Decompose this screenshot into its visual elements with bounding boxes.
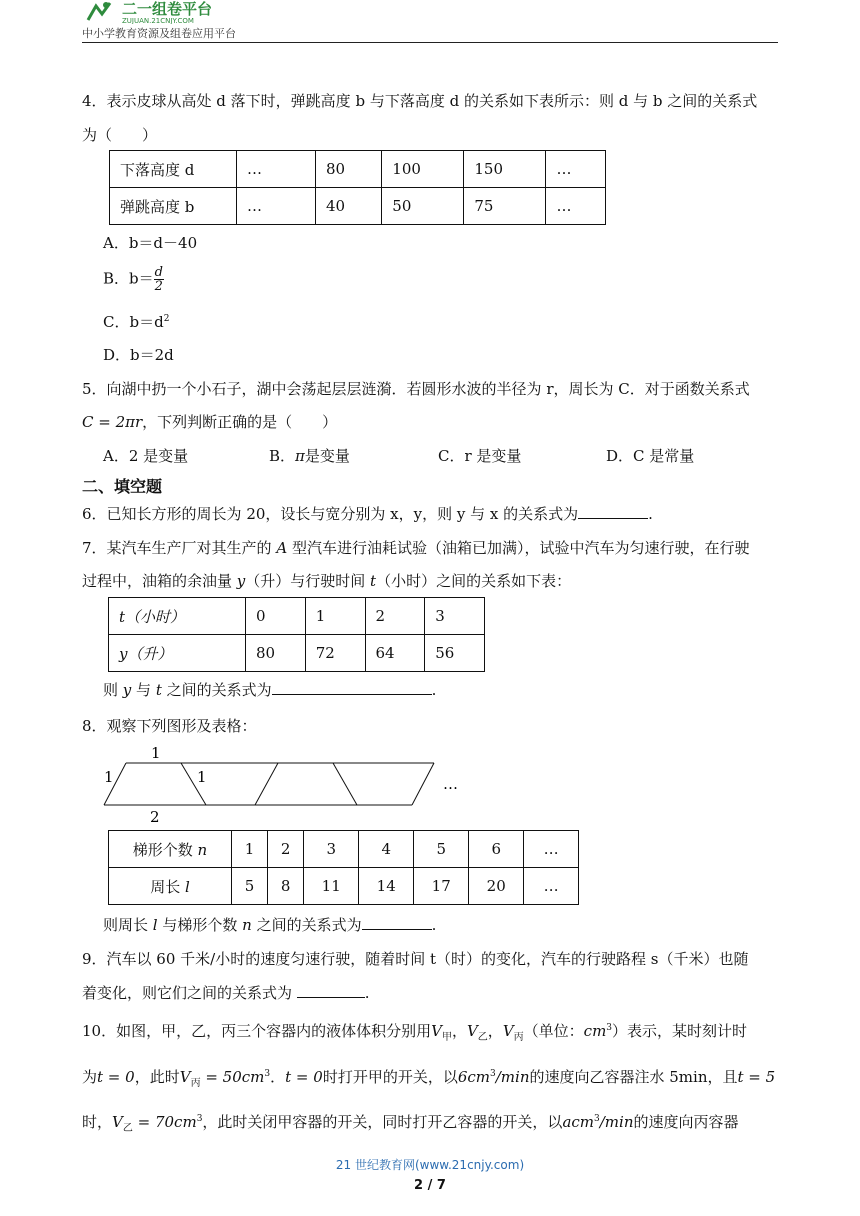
table-cell: 20: [469, 868, 524, 905]
text: ，此时关闭甲容器的开关，同时打开乙容器的开关，以: [202, 1113, 563, 1131]
cell-text: 周长: [150, 877, 185, 896]
table-cell: 2: [268, 831, 304, 868]
table-cell: [109, 598, 246, 635]
q5-option-b-prefix: B．: [269, 447, 296, 465]
q5-formula: C = 2πr: [82, 413, 143, 431]
math-var: t: [155, 681, 162, 699]
math-expr: /min: [495, 1068, 530, 1086]
text: ，此时: [134, 1068, 180, 1086]
subscript: 乙: [122, 1123, 133, 1134]
q8-table: [108, 830, 579, 905]
text: 的速度向乙容器注水 5min，且: [529, 1068, 738, 1086]
answer-blank[interactable]: [362, 915, 432, 930]
table-row: [109, 635, 485, 672]
subscript: 丙: [513, 1032, 524, 1043]
header-subtitle: 中小学教育资源及组卷应用平台: [82, 27, 236, 40]
table-cell: 100: [382, 151, 464, 188]
math-var: t: [370, 572, 377, 590]
cell-text: y（升）: [119, 644, 173, 663]
table-cell: 下落高度 d: [110, 151, 237, 188]
label-bottom: 2: [150, 808, 160, 824]
q5-stem-rest: ，下列判断正确的是（ ）: [142, 413, 338, 431]
text: 10．如图，甲，乙，丙三个容器内的液体体积分别用: [82, 1022, 432, 1040]
table-cell: 1: [305, 598, 365, 635]
math-var: l: [152, 916, 158, 934]
math-var: n: [197, 840, 208, 859]
q10-stem-line2: [82, 1066, 775, 1089]
q4-option-a: A．b＝d－40: [103, 234, 198, 252]
subscript: 甲: [441, 1032, 452, 1043]
math-expr: /min: [599, 1113, 634, 1131]
math-var: y: [236, 572, 246, 590]
math-expr: acm: [562, 1113, 595, 1131]
superscript: 3: [594, 1114, 600, 1124]
math-var: V: [502, 1022, 514, 1040]
table-cell: 4: [359, 831, 414, 868]
table-cell: …: [524, 831, 579, 868]
table-cell: 0: [246, 598, 306, 635]
math-expr: t = 5: [737, 1068, 776, 1086]
math-expr: = 70cm: [132, 1113, 197, 1131]
math-var: V: [431, 1022, 442, 1040]
fraction: [154, 266, 164, 293]
table-cell: 17: [414, 868, 469, 905]
trapezoid-figure: [100, 742, 470, 824]
table-cell: 40: [316, 188, 382, 225]
q8-stem: 8．观察下列图形及表格：: [82, 717, 257, 735]
q4-stem-line2: 为（ ）: [82, 126, 158, 144]
answer-blank[interactable]: [272, 680, 432, 695]
table-row: [110, 188, 606, 225]
logo-subtext: ZUJUAN.21CNJY.COM: [122, 17, 194, 24]
q5-option-d: D．C 是常量: [606, 447, 695, 465]
text: （升）与行驶时间: [245, 572, 371, 590]
math-expr: = 50cm: [200, 1068, 265, 1086]
q10-stem-line1: 10．如图，甲，乙，丙三个容器内的液体体积分别用$V_甲$，$V_乙$，$V_丙$（单位：$cm^3$）表示，某时刻计时: [82, 1022, 748, 1043]
subscript: 乙: [477, 1032, 488, 1043]
answer-blank[interactable]: [297, 983, 365, 998]
superscript: 3: [490, 1069, 496, 1079]
math-expr: 6cm: [457, 1068, 491, 1086]
q4-option-c-text: C．b＝d: [103, 313, 164, 331]
text: 之间的关系式为: [251, 916, 362, 934]
platform-logo: [82, 0, 272, 24]
text: ．: [270, 1068, 286, 1086]
table-cell: 80: [316, 151, 382, 188]
footer-site-link[interactable]: 21 世纪教育网(www.21cnjy.com): [335, 1158, 525, 1172]
q9-stem-line1: 9．汽车以 60 千米/小时的速度匀速行驶，随着时间 t（时）的变化，汽车的行驶路程 s（千米）也随: [82, 950, 749, 968]
math-var: V: [112, 1113, 123, 1131]
table-cell: 14: [359, 868, 414, 905]
text: 为: [82, 1068, 98, 1086]
text: ）表示，某时刻计时: [612, 1022, 748, 1040]
math-var: cm: [583, 1022, 607, 1040]
table-cell: [109, 868, 232, 905]
table-cell: 80: [246, 635, 306, 672]
q6-stem: [82, 503, 653, 524]
table-cell: …: [546, 151, 606, 188]
text: 过程中，油箱的余油量: [82, 572, 237, 590]
text: 7．某汽车生产厂对其生产的: [82, 539, 277, 557]
q9-stem-line2: [82, 982, 370, 1003]
text: （单位：: [523, 1022, 584, 1040]
text: 则: [103, 681, 123, 699]
math-var: V: [179, 1068, 191, 1086]
fraction-numerator: d: [154, 265, 163, 280]
superscript: 3: [264, 1069, 271, 1079]
label-top: 1: [151, 744, 161, 762]
table-row: [109, 598, 485, 635]
table-cell: 2: [365, 598, 425, 635]
q6-text: 6．已知长方形的周长为 20，设长与宽分别为 x，y，则 y 与 x 的关系式为: [82, 505, 579, 523]
table-cell: 5: [232, 868, 268, 905]
subscript: 丙: [190, 1078, 201, 1089]
cell-text: t（小时）: [119, 607, 186, 626]
q4-option-d: D．b＝2d: [103, 346, 174, 364]
label-left: 1: [104, 768, 114, 786]
label-ellipsis: …: [443, 775, 458, 793]
text: .: [364, 984, 370, 1002]
table-cell: 3: [425, 598, 485, 635]
q5-option-b: [269, 445, 350, 466]
q5-stem-line1: 5．向湖中扔一个小石子，湖中会荡起层层涟漪．若圆形水波的半径为 r，周长为 C．对于函数关系式: [82, 380, 750, 398]
math-var: A: [276, 539, 288, 557]
q7-stem-line1: [82, 537, 749, 558]
table-cell: …: [524, 868, 579, 905]
table-row: [110, 151, 606, 188]
q4-stem-line1: 4．表示皮球从高处 d 落下时，弹跳高度 b 与下落高度 d 的关系如下表所示：则 d 与 b 之间的关系式: [82, 92, 758, 110]
table-cell: 8: [268, 868, 304, 905]
table-cell: 5: [414, 831, 469, 868]
table-cell: 3: [304, 831, 359, 868]
text: 时打开甲的开关，以: [322, 1068, 458, 1086]
superscript: 3: [606, 1023, 613, 1033]
q4-option-b: [103, 266, 164, 293]
logo-text: 二一组卷平台: [122, 0, 213, 18]
q7-answer-line: [103, 679, 436, 700]
table-row: [109, 831, 579, 868]
table-cell: 50: [382, 188, 464, 225]
text: 之间的关系式为: [161, 681, 272, 699]
fraction-denominator: 2: [154, 279, 163, 294]
text: .: [431, 681, 437, 699]
q5-option-b-rest: 是变量: [304, 447, 350, 465]
q7-stem-line2: [82, 570, 571, 591]
label-leg: 1: [197, 768, 207, 786]
math-expr: t = 0: [97, 1068, 135, 1086]
math-var: y: [122, 681, 132, 699]
table-cell: 75: [464, 188, 546, 225]
q5-option-a: A．2 是变量: [103, 447, 189, 465]
q8-answer-line: [103, 914, 436, 935]
table-cell: [109, 831, 232, 868]
table-cell: …: [546, 188, 606, 225]
text: 型汽车进行油耗试验（油箱已加满），试验中汽车为匀速行驶，在行驶: [287, 539, 750, 557]
text: （小时）之间的关系如下表：: [376, 572, 572, 590]
table-cell: 56: [425, 635, 485, 672]
text: .: [431, 916, 437, 934]
math-var: V: [466, 1022, 478, 1040]
q5-option-c: C．r 是变量: [438, 447, 522, 465]
table-cell: 弹跳高度 b: [110, 188, 237, 225]
math-expr: t = 0: [285, 1068, 323, 1086]
table-cell: [109, 635, 246, 672]
header-divider: [82, 42, 778, 43]
text: 与: [131, 681, 156, 699]
table-cell: 1: [232, 831, 268, 868]
math-var: n: [242, 916, 252, 934]
q5-stem-line2: [82, 411, 337, 432]
superscript: 3: [196, 1114, 203, 1124]
q4-option-b-prefix: B．b＝: [103, 269, 154, 288]
q7-table: [108, 597, 485, 672]
cell-text: 梯形个数: [132, 840, 198, 859]
q4-option-c: [103, 311, 169, 332]
page-number: 2 / 7: [414, 1178, 446, 1193]
table-cell: 72: [305, 635, 365, 672]
answer-blank[interactable]: [578, 504, 648, 519]
pi-symbol: π: [295, 447, 305, 465]
text: 与梯形个数: [157, 916, 243, 934]
text: 着变化，则它们之间的关系式为: [82, 984, 293, 1002]
superscript: 2: [163, 314, 170, 324]
math-var: l: [184, 877, 190, 896]
text: 则周长: [103, 916, 153, 934]
table-row: [109, 868, 579, 905]
text: 的速度向丙容器: [633, 1113, 739, 1131]
table-cell: 6: [469, 831, 524, 868]
table-cell: 11: [304, 868, 359, 905]
q6-end: .: [648, 505, 653, 523]
q10-stem-line3: [82, 1111, 739, 1134]
table-cell: …: [237, 188, 316, 225]
section-heading: 二、填空题: [82, 477, 163, 496]
table-cell: 64: [365, 635, 425, 672]
text: 时，: [82, 1113, 113, 1131]
q4-table: [109, 150, 606, 225]
table-cell: …: [237, 151, 316, 188]
table-cell: 150: [464, 151, 546, 188]
